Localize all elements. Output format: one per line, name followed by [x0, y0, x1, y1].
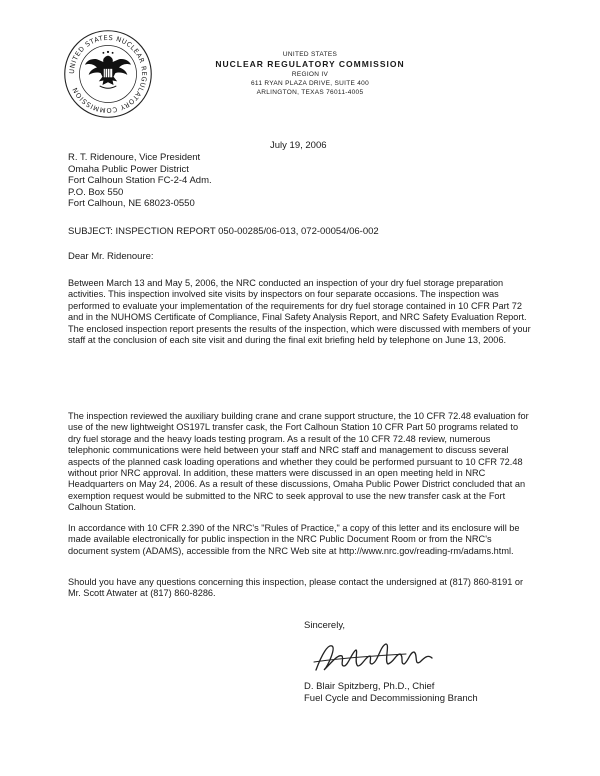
- letterhead-agency: NUCLEAR REGULATORY COMMISSION: [215, 59, 405, 69]
- letterhead-country: UNITED STATES: [282, 51, 338, 58]
- recipient-name: R. T. Ridenoure, Vice President: [68, 152, 201, 163]
- recipient-address: [68, 152, 212, 210]
- body-paragraph: The inspection reviewed the auxiliary building crane and crane support structure, the 10 CFR 72.48 evaluation for use of the new lightweight OS197L transfer cask, the Fort Calhoun Station 10 CFR Part 50 programs related to dry fuel storage and the heavy loads testing program. As a result of the 10 CFR 72.48 review, numerous telephonic communications were held between your staff and NRC staff and management to discuss several aspects of the planned cask loading operations and whether they could be performed pursuant to 10 CFR 72.48 without prior NRC approval. In addition, these matters were discussed in an open meeting held in NRC Headquarters on May 24, 2006. As a result of these discussions, Omaha Public Power District concluded that an exemption request would be submitted to the NRC to seek approval to use the new transfer cask at the Fort Calhoun Station.: [68, 411, 529, 513]
- recipient-city: Fort Calhoun, NE 68023-0550: [68, 198, 195, 209]
- letterhead-region: REGION IV: [291, 71, 329, 78]
- letter-date: July 19, 2006: [270, 140, 327, 151]
- recipient-box: P.O. Box 550: [68, 186, 124, 198]
- signature-block: [304, 681, 478, 704]
- subject-line: SUBJECT: INSPECTION REPORT 050-00285/06-013, 072-00054/06-002: [68, 226, 379, 237]
- body-paragraph: Should you have any questions concerning this inspection, please contact the undersigned at (817) 860-8191 or Mr. Scott Atwater at (817) 860-8286.: [68, 577, 524, 599]
- letterhead-city: ARLINGTON, TEXAS 76011-4005: [256, 89, 364, 96]
- svg-text:UNITED STATES NUCLEAR REGULATO: UNITED STATES NUCLEAR REGULATORY COMMISSION: [67, 33, 149, 115]
- letterhead-street: 611 RYAN PLAZA DRIVE, SUITE 400: [250, 80, 370, 87]
- nrc-seal-logo: [62, 28, 154, 120]
- recipient-org: Omaha Public Power District: [68, 163, 189, 175]
- signer-name: D. Blair Spitzberg, Ph.D., Chief: [304, 681, 435, 692]
- signer-title: Fuel Cycle and Decommissioning Branch: [304, 692, 478, 704]
- body-paragraph: Between March 13 and May 5, 2006, the NRC conducted an inspection of your dry fuel storage preparation activities. This inspection involved site visits by inspectors on four separate occasions. The inspection was performed to evaluate your implementation of the requirements for dry fuel storage contained in 10 CFR Part 72 and in the NUHOMS Certificate of Compliance, Final Safety Analysis Report, and NRC Safety Evaluation Report. The enclosed inspection report presents the results of the inspection, which were discussed with members of your staff at the conclusion of each site visit and during the final exit briefing held by telephone on June 13, 2006.: [68, 278, 531, 346]
- recipient-site: Fort Calhoun Station FC-2-4 Adm.: [68, 175, 212, 186]
- handwritten-signature: [310, 632, 450, 680]
- closing: Sincerely,: [304, 620, 346, 631]
- salutation: Dear Mr. Ridenoure:: [68, 251, 154, 262]
- body-paragraph: In accordance with 10 CFR 2.390 of the NRC's "Rules of Practice," a copy of this letter and its enclosure will be made available electronically for public inspection in the NRC Public Document Room or from the NRC's document system (ADAMS), accessible from the NRC Web site at http://www.nrc.gov/reading-rm/adams.html.: [68, 523, 520, 556]
- letterhead: [200, 50, 420, 97]
